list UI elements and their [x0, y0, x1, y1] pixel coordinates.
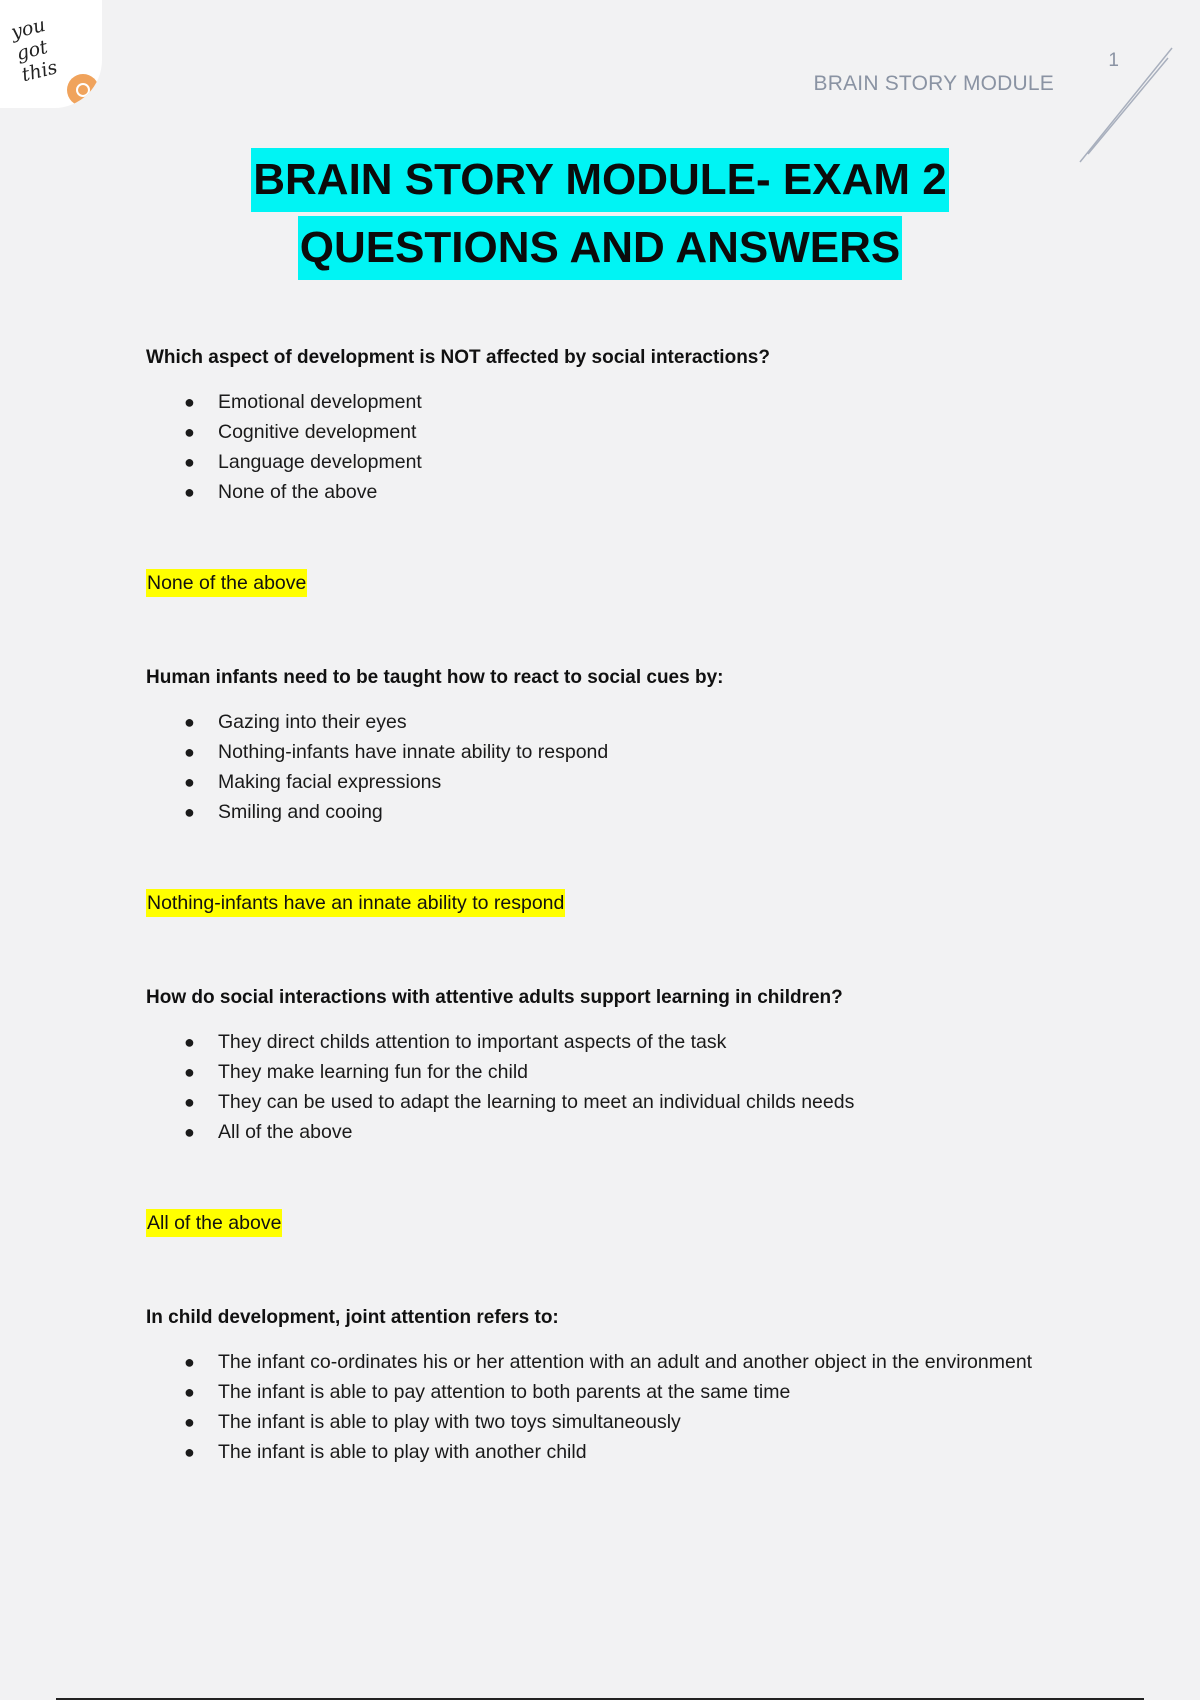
- logo-badge-icon: [67, 74, 99, 106]
- bullet-icon: ●: [184, 742, 195, 762]
- option-item: [146, 1087, 1046, 1117]
- question-block: [146, 663, 1046, 983]
- option-text: Language development: [218, 451, 422, 473]
- option-item: [146, 707, 1046, 737]
- page-number: 1: [1108, 50, 1119, 71]
- logo-text: you got this: [8, 13, 60, 87]
- option-text: The infant is able to pay attention to both parents at the same time: [218, 1381, 791, 1403]
- option-text: Gazing into their eyes: [218, 711, 407, 733]
- option-item: [146, 767, 1046, 797]
- logo: [0, 0, 102, 108]
- question-block: [146, 343, 1046, 663]
- option-item: [146, 417, 1046, 447]
- bullet-icon: ●: [184, 1062, 195, 1082]
- bullet-icon: ●: [184, 1382, 195, 1402]
- option-item: [146, 387, 1046, 417]
- bullet-icon: ●: [184, 1442, 195, 1462]
- option-item: [146, 1437, 1046, 1467]
- bullet-icon: ●: [184, 1412, 195, 1432]
- question-text: Human infants need to be taught how to react to social cues by:: [146, 667, 724, 688]
- bullet-icon: ●: [184, 392, 195, 412]
- bullet-icon: ●: [184, 1352, 195, 1372]
- bullet-icon: ●: [184, 452, 195, 472]
- option-text: Emotional development: [218, 391, 422, 413]
- option-item: [146, 1117, 1046, 1147]
- option-item: [146, 1057, 1046, 1087]
- bullet-icon: ●: [184, 712, 195, 732]
- bullet-icon: ●: [184, 1122, 195, 1142]
- option-text: The infant is able to play with two toys simultaneously: [218, 1411, 681, 1433]
- option-item: [146, 1377, 1046, 1407]
- answer-highlight: Nothing-infants have an innate ability to respond: [146, 889, 565, 917]
- title-line-2: QUESTIONS AND ANSWERS: [298, 216, 903, 280]
- option-text: They make learning fun for the child: [218, 1061, 529, 1083]
- option-item: [146, 1407, 1046, 1437]
- bullet-icon: ●: [184, 482, 195, 502]
- option-text: None of the above: [218, 481, 378, 503]
- option-text: Smiling and cooing: [218, 801, 383, 823]
- option-text: All of the above: [218, 1121, 353, 1143]
- option-text: Cognitive development: [218, 421, 417, 443]
- option-item: [146, 737, 1046, 767]
- answer-highlight: All of the above: [146, 1209, 282, 1237]
- running-header: BRAIN STORY MODULE: [813, 72, 1054, 95]
- bullet-icon: ●: [184, 422, 195, 442]
- bullet-icon: ●: [184, 1092, 195, 1112]
- question-list: [146, 343, 1046, 1623]
- option-item: [146, 1347, 1046, 1377]
- option-item: [146, 1027, 1046, 1057]
- question-block: [146, 1303, 1046, 1623]
- question-text: In child development, joint attention refers to:: [146, 1307, 559, 1328]
- option-item: [146, 477, 1046, 507]
- question-text: Which aspect of development is NOT affected by social interactions?: [146, 347, 770, 368]
- options-list: [146, 387, 1046, 507]
- option-text: Nothing-infants have innate ability to respond: [218, 741, 609, 763]
- option-text: Making facial expressions: [218, 771, 442, 793]
- option-text: The infant co-ordinates his or her attention with an adult and another object in the environment: [218, 1351, 1033, 1373]
- option-item: [146, 447, 1046, 477]
- document-title: [0, 148, 1200, 284]
- question-text: How do social interactions with attentive adults support learning in children?: [146, 987, 843, 1008]
- bullet-icon: ●: [184, 772, 195, 792]
- option-item: [146, 797, 1046, 827]
- options-list: [146, 707, 1046, 827]
- bullet-icon: ●: [184, 1032, 195, 1052]
- options-list: [146, 1027, 1046, 1147]
- question-block: [146, 983, 1046, 1303]
- option-text: The infant is able to play with another child: [218, 1441, 587, 1463]
- answer-highlight: None of the above: [146, 569, 307, 597]
- title-line-1: BRAIN STORY MODULE- EXAM 2: [251, 148, 948, 212]
- options-list: [146, 1347, 1046, 1467]
- option-text: They direct childs attention to important aspects of the task: [218, 1031, 727, 1053]
- option-text: They can be used to adapt the learning to meet an individual childs needs: [218, 1091, 855, 1113]
- bullet-icon: ●: [184, 802, 195, 822]
